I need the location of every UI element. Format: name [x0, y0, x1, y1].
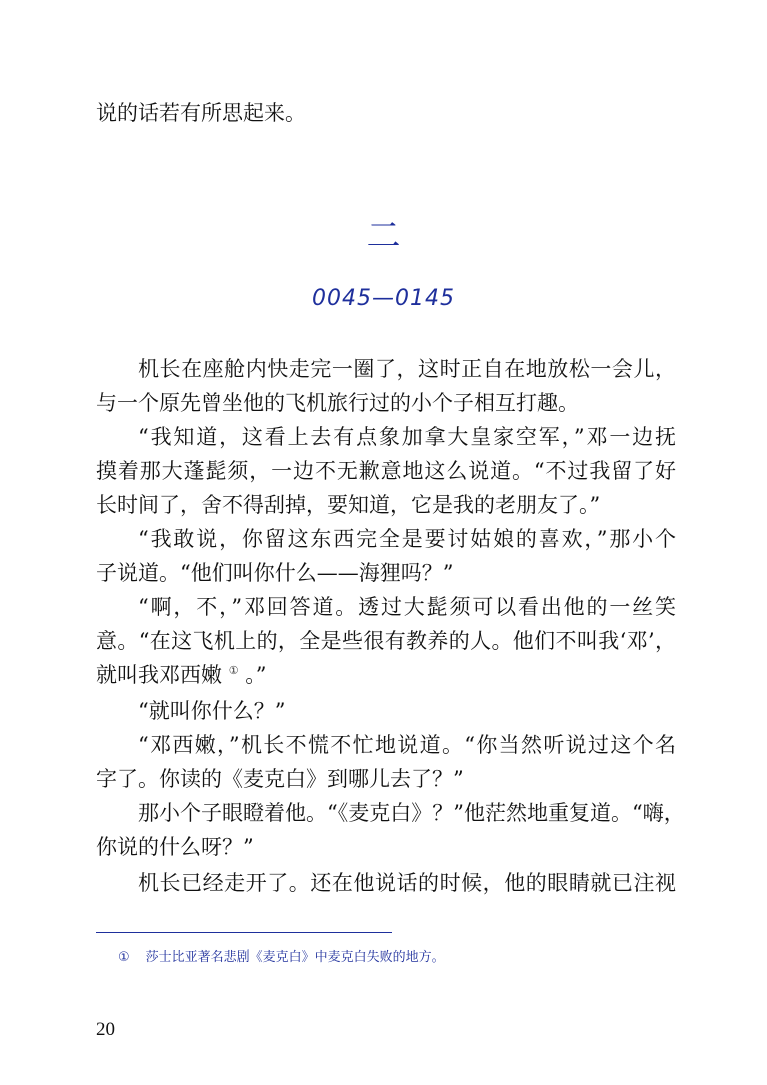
paragraph-line: “我知道，这看上去有点象加拿大皇家空军，”邓一边抚 [138, 425, 676, 449]
carry-over-line: 说的话若有所思起来。 [96, 101, 306, 125]
paragraph-line: 长时间了，舍不得刮掉，要知道，它是我的老朋友了。” [96, 493, 601, 517]
paragraph-line: 那小个子眼瞪着他。“《麦克白》？”他茫然地重复道。“嗨， [138, 801, 685, 825]
chapter-number: 二 [366, 216, 401, 256]
footnote [118, 946, 445, 965]
page-number: 20 [96, 1019, 115, 1040]
paragraph-line: 机长在座舱内快走完一圈了，这时正自在地放松一会儿， [138, 357, 676, 381]
footnote-text: 莎士比亚著名悲剧《麦克白》中麦克白失败的地方。 [145, 950, 445, 965]
paragraph-line: 机长已经走开了。还在他说话的时候，他的眼睛就已注视 [138, 871, 676, 895]
paragraph-line: 与一个原先曾坐他的飞机旅行过的小个子相互打趣。 [96, 391, 579, 415]
paragraph-line: 意。“在这飞机上的，全是些很有教养的人。他们不叫我‘邓’， [96, 629, 676, 653]
paragraph-line-with-footnote [96, 658, 676, 692]
footnote-reference: ① [228, 664, 239, 677]
paragraph-line: “啊，不，”邓回答道。透过大髭须可以看出他的一丝笑 [138, 595, 676, 619]
footnote-mark: ① [118, 950, 130, 965]
line-text: 就叫我邓西嫩 [96, 663, 222, 687]
footnote-divider [96, 932, 392, 933]
paragraph-line: 子说道。“他们叫你什么——海狸吗？” [96, 561, 454, 585]
paragraph-line: “邓西嫩，”机长不慌不忙地说道。“你当然听说过这个名 [138, 733, 676, 757]
paragraph-line: “我敢说，你留这东西完全是要讨姑娘的喜欢，”那小个 [138, 527, 676, 551]
paragraph-line: 你说的什么呀？” [96, 835, 254, 859]
paragraph-line: 字了。你读的《麦克白》到哪儿去了？” [96, 767, 464, 791]
line-text: 。” [245, 663, 267, 687]
chapter-time-range: 0045—0145 [312, 286, 455, 311]
paragraph-line: “就叫你什么？” [138, 699, 286, 723]
paragraph-line: 摸着那大蓬髭须，一边不无歉意地这么说道。“不过我留了好 [96, 459, 676, 483]
